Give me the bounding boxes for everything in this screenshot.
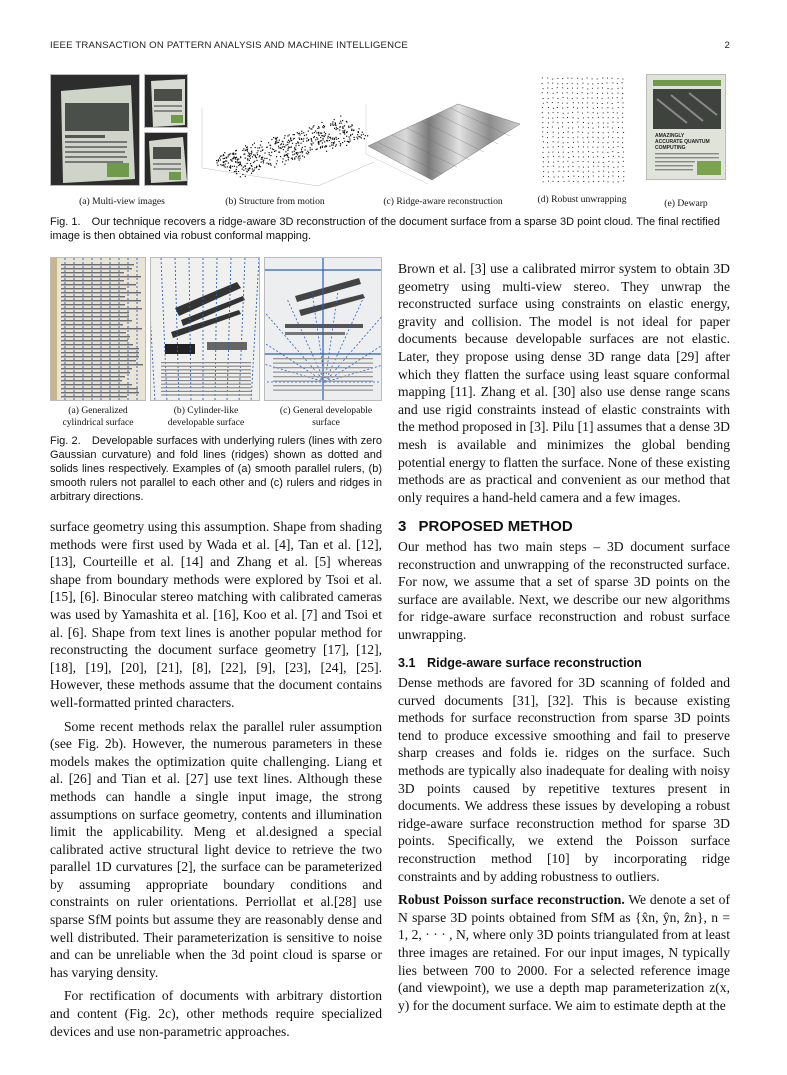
figure-1-caption (50, 215, 740, 243)
section-3-1-heading (398, 655, 730, 673)
fig2-subcaption-b: (b) Cylinder-like developable surface (167, 405, 245, 428)
fig1e-dewarped-document (646, 74, 726, 180)
dewarp-headline-2: ACCURATE QUANTUM (655, 139, 710, 145)
section-3-1-title: Ridge-aware surface reconstruction (427, 656, 642, 671)
left-paragraph-1: surface geometry using this assumption. Shape from shading methods were first used by Wada et al. [4], Tan et al. [12], [13], Courteille et al. [14] and Zhang et al. [5] whereas shape from boundary methods were explored by Tsoi et al. [15], [6]. Binocular stereo matching with calibrated cameras was used by Yamashita et al. [16], Koo et al. [7] and Tsoi et al. [6]. Shape from text lines is another popular method for reconstructing the document surface geometry [17], [12], [18], [19], [20], [21], [8], [22], [9], [23], [24], [25]. However, these methods assume that the document contains well-formatted printed characters. (50, 519, 382, 710)
right-paragraph-1: Brown et al. [3] use a calibrated mirror system to obtain 3D geometry using multi-view stereo. They unwrap the reconstructed surface using constraints on elastic energy, gravity and collision. The model is not ideal for paper documents because developable surfaces are not elastic. Later, they propose using dense 3D range data [29] after which they flatten the surface using least square conformal mapping [11]. Zhang et al. [30] also use dense range scans and use rigid constraints instead of elastic constraints with the method proposed in [3]. Pilu [1] assumes that a dense 3D mesh is available and minimizes the global bending potential energy to flatten the surface. None of these existing methods are as practical and convenient as our method that only requires a hand-held camera and a few images. (398, 261, 730, 505)
fig1-subcaption-d: (d) Robust unwrapping (537, 194, 627, 205)
sfm-plot (198, 88, 378, 188)
left-paragraph-3: For rectification of documents with arbitrary distortion and content (Fig. 2c), other methods require specialized devices and use non-parametric approaches. (50, 988, 382, 1039)
general-developable-surface-image (265, 258, 382, 401)
fig1-caption-text: Our technique recovers a ridge-aware 3D reconstruction of the document surface from a sparse 3D point cloud. The final rectified image is then obtained via robust conformal mapping. (50, 216, 720, 242)
document-photo-small-2 (145, 133, 188, 186)
fig1-subcaption-a: (a) Multi-view images (79, 196, 165, 207)
left-paragraph-2: Some recent methods relax the parallel ruler assumption (see Fig. 2b). However, the numerous parameters in these models makes the optimization quite challenging. Liang et al. [26] and Tian et al. [27] use text lines. Although these methods can handle a single input image, the strong assumptions on surface geometry, contents and illumination limit the applicability. Meng et al.designed a special calibrated active structural light device to retrieve the two parallel 1D curvatures [2], the surface can be parameterized by assuming appropriate boundary conditions and constraints on ruler orientations. Perriollat et al.[28] use sparse SfM points but assume they are reasonably dense and well distributed. Their parameterization is sensitive to noise and can be unreliable when the 3d point cloud is sparse or has varying density. (50, 718, 382, 980)
fig2c-general-developable-surface (264, 257, 382, 401)
fig2a-cylindrical-surface (50, 257, 146, 401)
fig1c-ridge-surface (362, 84, 522, 188)
section-3-1-number: 3.1 (398, 656, 416, 671)
document-photo-small-1 (145, 75, 188, 128)
fig1-subcaption-b: (b) Structure from motion (225, 196, 325, 207)
running-head (50, 40, 730, 54)
fig2-caption-label: Fig. 2. (50, 435, 81, 447)
section-3-number: 3 (398, 518, 407, 536)
fig2-caption-text: Developable surfaces with underlying rulers (lines with zero Gaussian curvature) and fold lines (ridges) shown as dotted and solids lines respectively. Examples of (a) smooth parallel rulers, (b) smooth rulers not parallel to each other and (c) rulers and ridges in arbitrary directions. (50, 435, 382, 503)
fig1-subcaption-c: (c) Ridge-aware reconstruction (383, 196, 503, 207)
fig1d-unwrapped-mesh (538, 74, 630, 186)
fig1a-thumb-bottom (144, 132, 188, 186)
section-3-heading (398, 518, 730, 536)
fig1-caption-label: Fig. 1. (50, 216, 81, 228)
right-paragraph-3: Dense methods are favored for 3D scanning of folded and curved documents [31], [32]. This is because existing methods for surface reconstruction from sparse 3D points tend to produce excessive smoothing and fail to preserve sharp creases and folds ie. ridges on the surface. Such methods are typically also inadequate for dealing with noisy 3D points caused by repetitive textures present in documents. We address these issues by developing a robust ridge-aware surface reconstruction method for sparse 3D points. Specifically, we extend the Poisson surface reconstruction method [10] by incorporating ridge constraints and by adding robustness to outliers. (398, 675, 730, 884)
journal-title: IEEE TRANSACTION ON PATTERN ANALYSIS AND MACHINE INTELLIGENCE (50, 40, 408, 51)
cylinder-like-surface-image (151, 258, 260, 401)
robust-poisson-text: We denote a set of N sparse 3D points obtained from SfM as {x̂n, ŷn, ẑn}, n = 1, 2, · · · , N, where only 3D points triangulated from at least three images are retained. For our input images, N typically lies between 700 to 2000. For a selected reference image (and viewpoint), we use a depth map parameterization z(x, y) for the document surface. We aim to estimate depth at the (398, 892, 730, 1013)
robust-poisson-heading: Robust Poisson surface reconstruction. (398, 892, 625, 908)
ridge-surface-plot (362, 84, 522, 188)
left-column (50, 518, 382, 1040)
fig1-subcaption-e: (e) Dewarp (664, 198, 708, 209)
cylindrical-surface-image (51, 258, 146, 401)
page-number: 2 (724, 40, 730, 51)
figure-2-caption (50, 434, 382, 504)
fig2-subcaption-c: (c) General developable surface (279, 405, 373, 428)
document-photo-large (51, 75, 140, 186)
right-column (398, 260, 730, 1014)
fig1a-multiview-images (50, 74, 140, 186)
fig1a-thumb-top (144, 74, 188, 128)
fig2-subcaption-a: (a) Generalized cylindrical surface (62, 405, 134, 428)
dewarped-page (647, 75, 726, 180)
right-paragraph-4 (398, 891, 730, 1014)
fig2b-cylinder-like-surface (150, 257, 260, 401)
dewarp-headline-3: COMPUTING (655, 145, 686, 151)
section-3-title: PROPOSED METHOD (418, 518, 573, 536)
dewarp-headline-1: AMAZINGLY (655, 133, 685, 139)
right-paragraph-2: Our method has two main steps – 3D document surface reconstruction and unwrapping of the reconstructed surface. For now, we assume that a set of sparse 3D points on the surface are available. Next, we describe our new algorithms for ridge-aware surface reconstruction and robust surface unwrapping. (398, 538, 730, 642)
fig1b-sfm-point-cloud (198, 88, 378, 188)
unwrap-grid (538, 74, 630, 186)
